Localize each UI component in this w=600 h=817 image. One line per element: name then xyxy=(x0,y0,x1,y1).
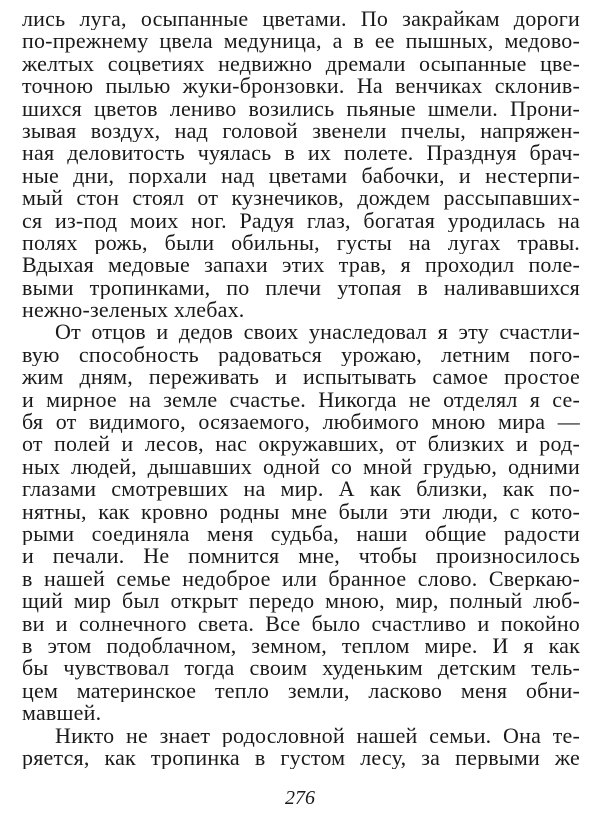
text-line: по-прежнему цвела медуница, а в ее пышных, медово- xyxy=(22,30,580,53)
text-line: точною пылью жуки-бронзовки. На венчиках склонив- xyxy=(22,75,580,98)
text-line: в этом подоблачном, земном, теплом мире. И я как xyxy=(22,634,580,658)
text-line: жим дням, переживать и испытывать самое простое xyxy=(22,366,580,389)
page-body-text xyxy=(22,8,580,769)
text-line: нятны, как кровно родны мне были эти люди, с кото- xyxy=(22,500,580,523)
text-line: в нашей семье недоброе или бранное слово. Сверкаю- xyxy=(22,567,580,591)
text-line: мавшей. xyxy=(22,702,102,725)
text-line: нежно-зеленых хлебах. xyxy=(22,299,245,322)
text-line: Никто не знает родословной нашей семьи. Она те- xyxy=(55,724,580,747)
text-line: мый стон стоял от кузнечиков, дождем рассыпавших- xyxy=(22,187,580,210)
text-line: ных людей, дышавших одной со мной грудью, одними xyxy=(22,455,580,479)
text-line: От отцов и дедов своих унаследовал я эту счастли- xyxy=(55,321,580,344)
text-line: рыми соединяла меня судьба, наши общие радости xyxy=(22,522,580,546)
text-line: глазами смотревших на мир. А как близки, как по- xyxy=(22,478,580,501)
text-line: бы чувствовал тогда своим худеньким детским тель- xyxy=(22,657,580,680)
text-line: цем материнское тепло земли, ласково меня обни- xyxy=(22,679,580,703)
text-line: и мирное на земле счастье. Никогда не отделял я се- xyxy=(22,388,580,412)
text-line: от полей и лесов, нас окружавших, от близких и род- xyxy=(22,433,580,456)
text-line: ся из-под моих ног. Радуя глаз, богатая уродилась на xyxy=(22,209,580,232)
text-line: Вдыхая медовые запахи этих трав, я проходил поле- xyxy=(22,254,580,277)
text-line: зывая воздух, над головой звенели пчелы, напряжен- xyxy=(22,119,580,143)
text-line: вую способность радоваться урожаю, летним пого- xyxy=(22,343,580,367)
text-line: желтых соцветиях недвижно дремали осыпанные цве- xyxy=(22,52,580,76)
page-number: 276 xyxy=(285,787,315,809)
text-line: ная деловитость чуялась в их полете. Празднуя брач- xyxy=(22,142,580,165)
text-line: шихся цветов лениво возились пьяные шмели. Прони- xyxy=(22,97,580,120)
text-line: полях рожь, были обильны, густы на лугах травы. xyxy=(22,231,580,255)
text-line: ные дни, порхали над цветами бабочки, и нестерпи- xyxy=(22,164,580,188)
text-line: ряется, как тропинка в густом лесу, за первыми же xyxy=(22,746,580,770)
text-line: бя от видимого, осязаемого, любимого мною мира — xyxy=(22,411,580,434)
text-line: ви и солнечного света. Все было счастливо и покойно xyxy=(22,612,580,635)
text-line: лись луга, осыпанные цветами. По закрайкам дороги xyxy=(22,8,580,31)
text-line: и печали. Не помнится мне, чтобы произносилось xyxy=(22,545,580,568)
text-line: щий мир был открыт передо мною, мир, полный люб- xyxy=(22,590,580,613)
text-line: выми тропинками, по плечи утопая в наливавшихся xyxy=(22,276,580,300)
